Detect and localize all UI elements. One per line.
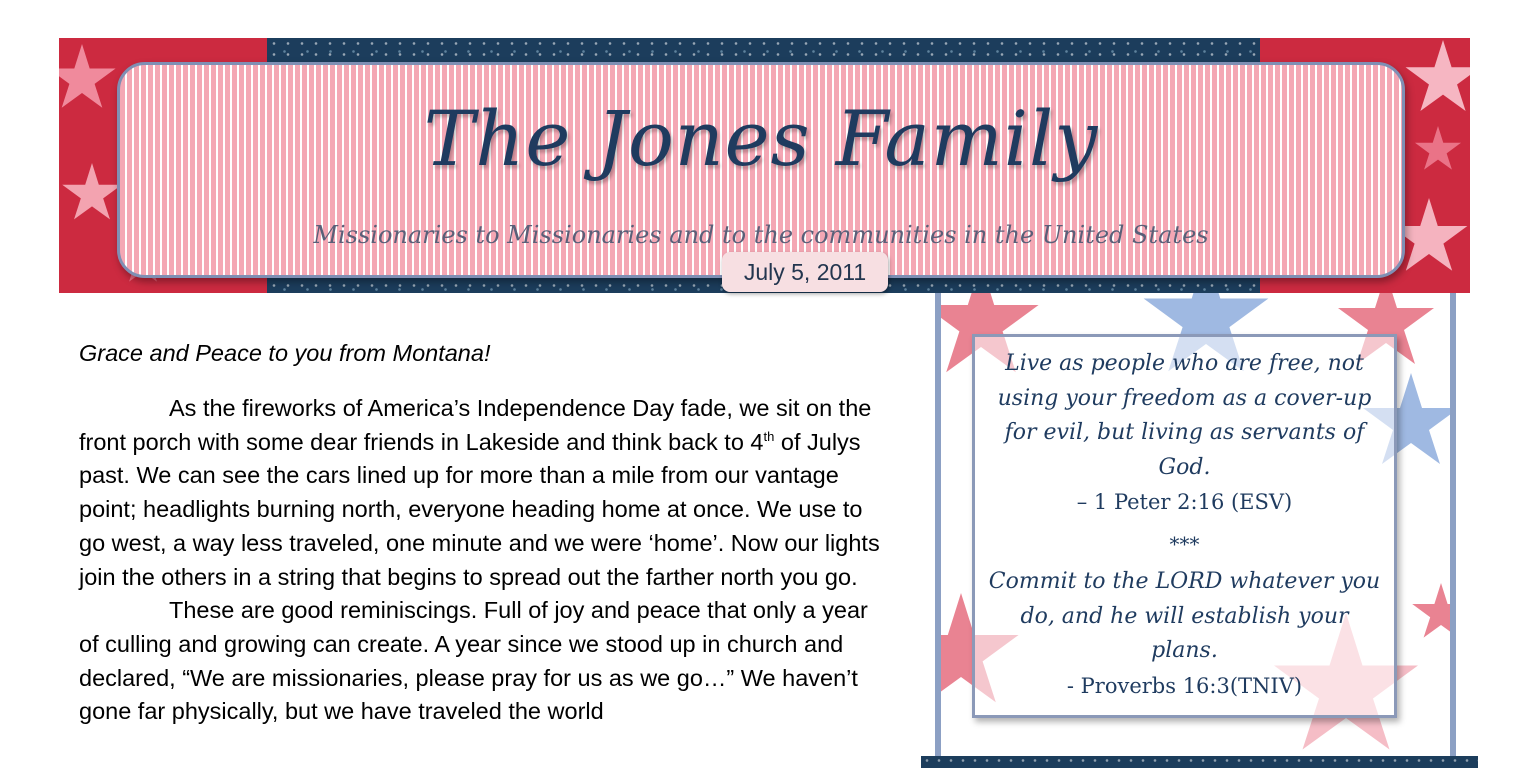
verse-2 (985, 565, 1384, 703)
verse-separator: *** (1169, 532, 1200, 556)
sidebar-bottom-band (921, 756, 1478, 768)
scripture-box (972, 334, 1397, 718)
paragraph: These are good reminiscings. Full of joy and peace that only a year of culling and growing can create. A year since we stood up in church and declared, “We are missionaries, please pray for us as we go…” We haven’t gone far physically, but we have traveled the world (79, 597, 868, 725)
page-title: The Jones Family (423, 94, 1099, 183)
star-decoration (1414, 126, 1462, 174)
star-decoration (59, 44, 117, 114)
paragraph-text: As the fireworks of America’s Independence Day fade, we sit on the front porch with some dear friends in Lakeside and think back to 4 (79, 395, 872, 455)
ordinal-suffix: th (763, 428, 775, 444)
page-subtitle: Missionaries to Missionaries and to the communities in the United States (313, 221, 1209, 249)
star-decoration (1404, 40, 1470, 118)
verse-1 (985, 347, 1384, 520)
paragraph (79, 392, 891, 594)
star-decoration (61, 163, 123, 225)
verse-text: Commit to the LORD whatever you do, and he will establish your plans. (988, 569, 1381, 663)
banner-striped-panel (117, 62, 1405, 278)
date-badge: July 5, 2011 (722, 252, 888, 292)
paragraph-text: of Julys past. We can see the cars lined up for more than a mile from our vantage point; headlights burning north, everyone heading home at once. We use to go west, a way less traveled, one minute and we were ‘home’. Now our lights join the others in a string that begins to spread out the farther north you go. (79, 428, 880, 590)
verse-text: Live as people who are free, not using your freedom as a cover-up for evil, but living as servants of God. (997, 351, 1372, 480)
star-decoration (1411, 583, 1456, 643)
letter-body (79, 336, 891, 729)
greeting: Grace and Peace to you from Montana! (79, 340, 491, 366)
verse-reference: - Proverbs 16:3(TNIV) (1066, 673, 1303, 698)
verse-reference: – 1 Peter 2:16 (ESV) (1076, 490, 1293, 514)
